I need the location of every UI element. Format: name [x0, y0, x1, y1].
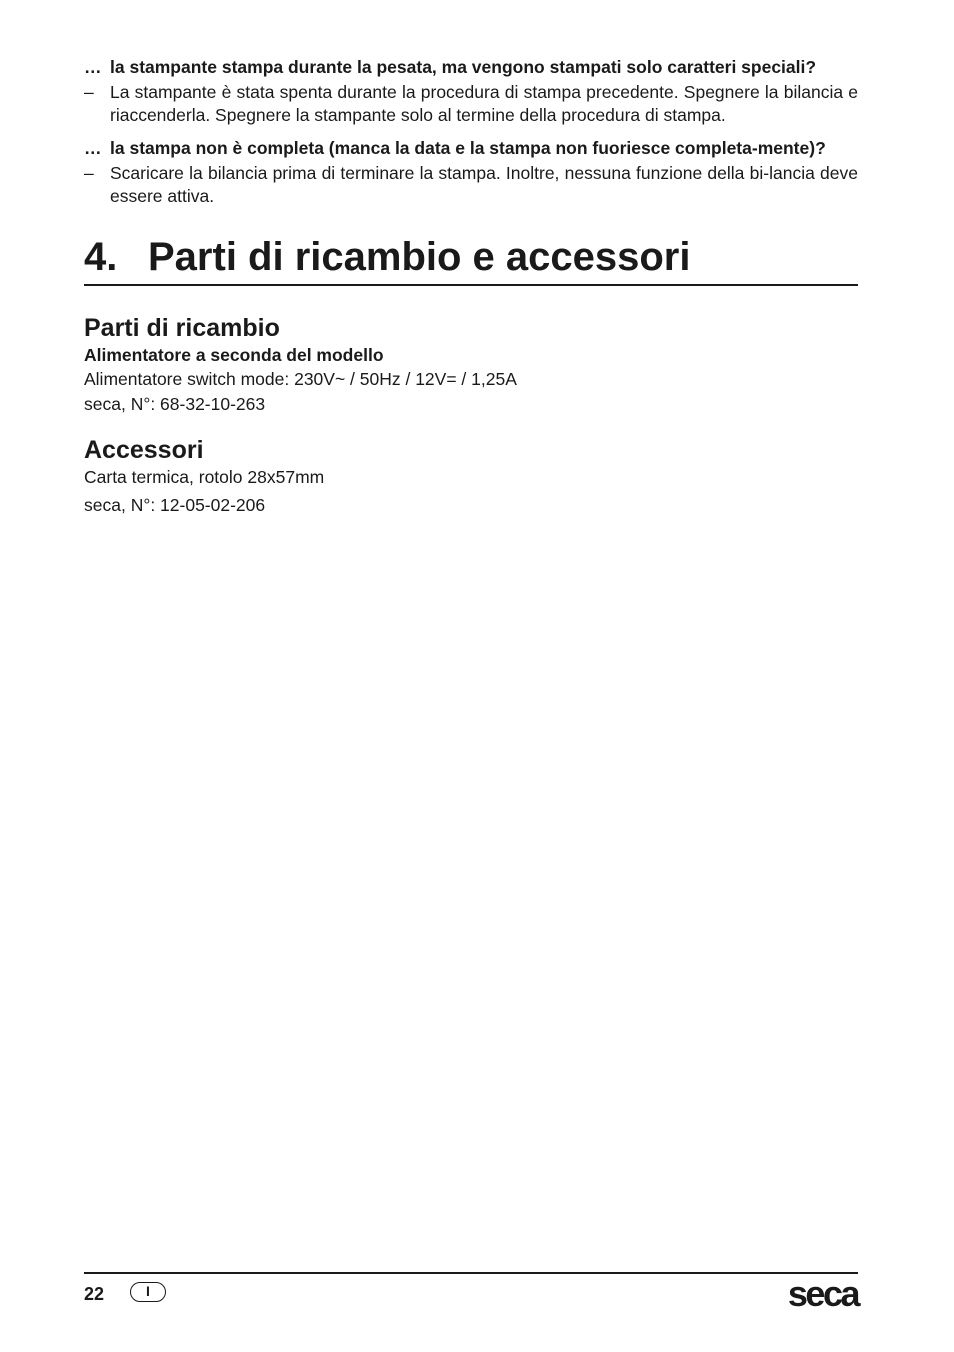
faq-answer-1 — [84, 81, 858, 127]
spare-parts-subheading: Alimentatore a seconda del modello — [84, 345, 384, 365]
page-number: 22 — [84, 1284, 105, 1304]
accessories-heading: Accessori — [84, 436, 204, 464]
faq-answer-1-text: La stampante è stata spenta durante la procedura di stampa precedente. Spegnere la bilancia e riaccenderla. Spegnere la stampante solo al termine della procedura di stampa. — [110, 82, 858, 125]
faq-answer-2 — [84, 162, 858, 208]
page-footer — [84, 1272, 858, 1314]
accessories-description: Carta termica, rotolo 28x57mm — [84, 467, 325, 487]
chapter-number: 4. — [84, 235, 118, 279]
seca-logo: seca — [787, 1273, 858, 1314]
chapter-title: Parti di ricambio e accessori — [148, 235, 691, 279]
answer-marker: – — [84, 82, 94, 102]
spare-parts-number: seca, N°: 68-32-10-263 — [84, 394, 266, 414]
accessories-number: seca, N°: 12-05-02-206 — [84, 495, 266, 515]
spare-parts-heading: Parti di ricambio — [84, 314, 280, 342]
faq-question-1-text: la stampante stampa durante la pesata, ma vengono stampati solo caratteri speciali? — [110, 57, 817, 77]
chapter-heading — [84, 232, 858, 286]
faq-question-2-text: la stampa non è completa (manca la data e la stampa non fuoriesce completa-mente)? — [110, 138, 826, 158]
question-marker: … — [84, 138, 102, 158]
question-marker: … — [84, 57, 102, 77]
page-content — [84, 56, 858, 518]
faq-question-1 — [84, 56, 858, 79]
language-badge: I — [130, 1282, 166, 1302]
spare-parts-description: Alimentatore switch mode: 230V~ / 50Hz / 12V= / 1,25A — [84, 369, 517, 389]
faq-question-2 — [84, 137, 858, 160]
answer-marker: – — [84, 163, 94, 183]
faq-answer-2-text: Scaricare la bilancia prima di terminare la stampa. Inoltre, nessuna funzione della bi-lancia deve essere attiva. — [110, 163, 858, 206]
